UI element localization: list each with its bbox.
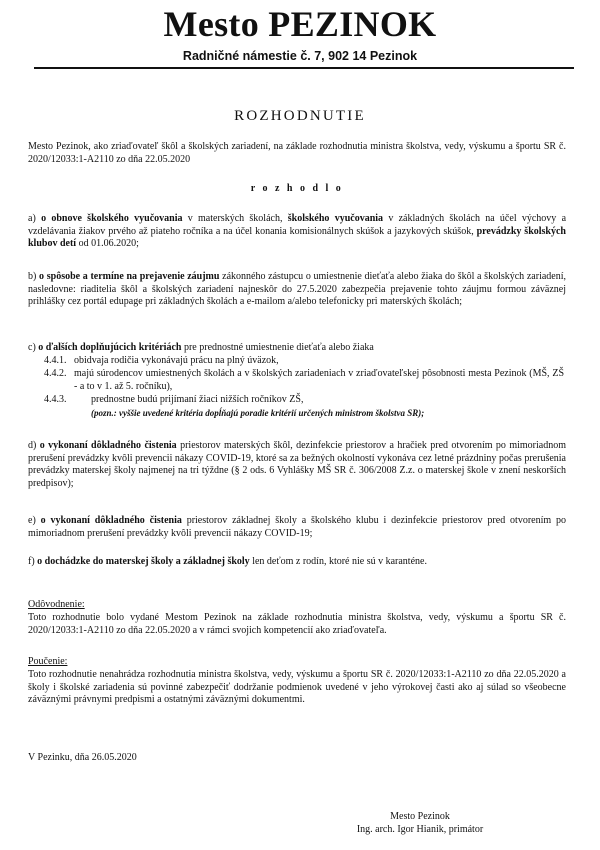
justification-heading-text: Odôvodnenie: bbox=[28, 599, 85, 610]
section-d-phrase-1: o vykonaní dôkladného čistenia bbox=[39, 440, 177, 451]
city-title: Mesto PEZINOK bbox=[163, 4, 437, 44]
section-c-text-1: pre prednostné umiestnenie dieťaťa alebo žiaka bbox=[181, 342, 374, 353]
section-e-text-1: priestorov základnej školy a školského klubu i dezinfekcie priestorov pred otvorením po mimoriadnom prerušení prevádzky kvôli prevencii nákazy COVID-19; bbox=[28, 515, 566, 539]
section-b-phrase-1: o spôsobe a termíne na prejavenie záujmu bbox=[39, 271, 220, 282]
place-date: V Pezinku, dňa 26.05.2020 bbox=[28, 752, 137, 763]
criterion-text: prednostne budú prijímaní žiaci nižších ročníkov ZŠ, bbox=[91, 394, 304, 405]
section-c-phrase-1: o ďalších doplňujúcich kritériách bbox=[38, 342, 182, 353]
criterion-number: 4.4.1. bbox=[44, 355, 67, 366]
section-c bbox=[28, 342, 566, 355]
section-e-phrase-1: o vykonaní dôkladného čistenia bbox=[40, 515, 182, 526]
section-d-text-1: priestorov materských škôl, dezinfekcie priestorov a hračiek pred otvorením po mimoriadnom prerušení prevádzky kvôli prevencii nákazy COVID-19, ktoré sa za bežných okolností vykonáva cez letné prázdniny počas prerušenia prevádzky materskej školy najmenej na tri týždne (§ 2 ods. 6 Vyhlášky MŠ SR č. 306/2008 Z.z. o materskej škole v znení neskorších predpisov); bbox=[28, 440, 566, 489]
criterion-text: obidvaja rodičia vykonávajú prácu na plný úväzok, bbox=[74, 355, 279, 366]
document-title: ROZHODNUTIE bbox=[234, 108, 366, 124]
header-divider bbox=[34, 67, 574, 69]
section-a-phrase-3: prevádzky školských klubov detí bbox=[28, 225, 566, 250]
section-a-phrase-1: o obnove školského vyučovania bbox=[41, 213, 183, 224]
section-a-text-1: v materských školách, bbox=[182, 213, 288, 224]
justification-text: Toto rozhodnutie bolo vydané Mestom Pezinok na základe rozhodnutia ministra školstva, vedy, výskumu a športu SR č. 2020/12033:1-A2110 zo dňa 22.05.2020 a v rámci svojich kompetencií ako zriaďovateľa. bbox=[28, 612, 566, 636]
justification-heading bbox=[28, 599, 566, 612]
signature-name: Ing. arch. Igor Hianik, primátor bbox=[356, 824, 484, 835]
criterion-number: 4.4.2. bbox=[44, 368, 67, 379]
section-a-label: a) bbox=[28, 213, 36, 224]
instruction-text: Toto rozhodnutie nenahrádza rozhodnutia ministra školstva, vedy, výskumu a športu SR č. 2020/12033:1-A2110 zo dňa 22.05.2020 a školy i školské zariadenia sú povinné zabezpečiť dodržanie podmienok uvedené v jeho výrokovej časti ako aj súlad so všeobecne záväznými právnymi predpismi a ostatnými záväznými dokumentmi. bbox=[28, 669, 566, 706]
signature-org: Mesto Pezinok bbox=[390, 811, 450, 822]
decision-heading: r o z h o d l o bbox=[250, 183, 344, 194]
criteria-note: (pozn.: vyššie uvedené kritéria dopĺňajú poradie kritérií určených ministrom školstva SR); bbox=[91, 408, 425, 418]
section-b-text-1: zákonného zástupcu o umiestnenie dieťaťa alebo žiaka do škôl a školských zariadení, nasledovne: riaditelia škôl a školských zariadení najneskôr do 27.5.2020 zabezpečia prejavenie tohto záujmu formou záväznej prihlášky cez portál edupage pri základných školách a e-mailom a/alebo telefonicky pri materských školách; bbox=[28, 271, 567, 308]
section-b bbox=[28, 271, 566, 309]
section-a-text-2: v základných školách na účel výchovy a vzdelávania žiakov prvého až piateho ročníka a na účel konania komisionálnych skúšok a jazykových skúšok, bbox=[28, 213, 567, 237]
section-b-label: b) bbox=[28, 271, 37, 282]
section-e-label: e) bbox=[28, 515, 36, 526]
section-f bbox=[28, 556, 566, 569]
section-a-phrase-2: školského vyučovania bbox=[287, 213, 384, 224]
criterion-text: majú súrodencov umiestnených školách a v školských zariadeniach v zriaďovateľskej pôsobnosti mesta Pezinok (MŠ, ZŠ - a to v 1. až 5. ročníku), bbox=[74, 368, 564, 392]
section-f-text-1: len deťom z rodín, ktoré nie sú v karanténe. bbox=[249, 556, 427, 567]
section-d bbox=[28, 440, 566, 490]
intro-paragraph: Mesto Pezinok, ako zriaďovateľ škôl a školských zariadení, na základe rozhodnutia ministra školstva, vedy, výskumu a športu SR č. 2020/12033:1-A2110 zo dňa 22.05.2020 bbox=[28, 141, 566, 165]
section-c-label: c) bbox=[28, 342, 36, 353]
section-d-label: d) bbox=[28, 440, 37, 451]
criterion-number: 4.4.3. bbox=[44, 394, 67, 405]
city-address: Radničné námestie č. 7, 902 14 Pezinok bbox=[182, 49, 418, 63]
section-f-phrase-1: o dochádzke do materskej školy a základnej školy bbox=[37, 556, 250, 567]
section-e bbox=[28, 515, 566, 540]
section-a bbox=[28, 213, 566, 251]
section-f-label: f) bbox=[28, 556, 35, 567]
section-a-text-3: od 01.06.2020; bbox=[76, 238, 139, 250]
instruction-heading bbox=[28, 656, 566, 669]
instruction-heading-text: Poučenie: bbox=[28, 656, 68, 667]
